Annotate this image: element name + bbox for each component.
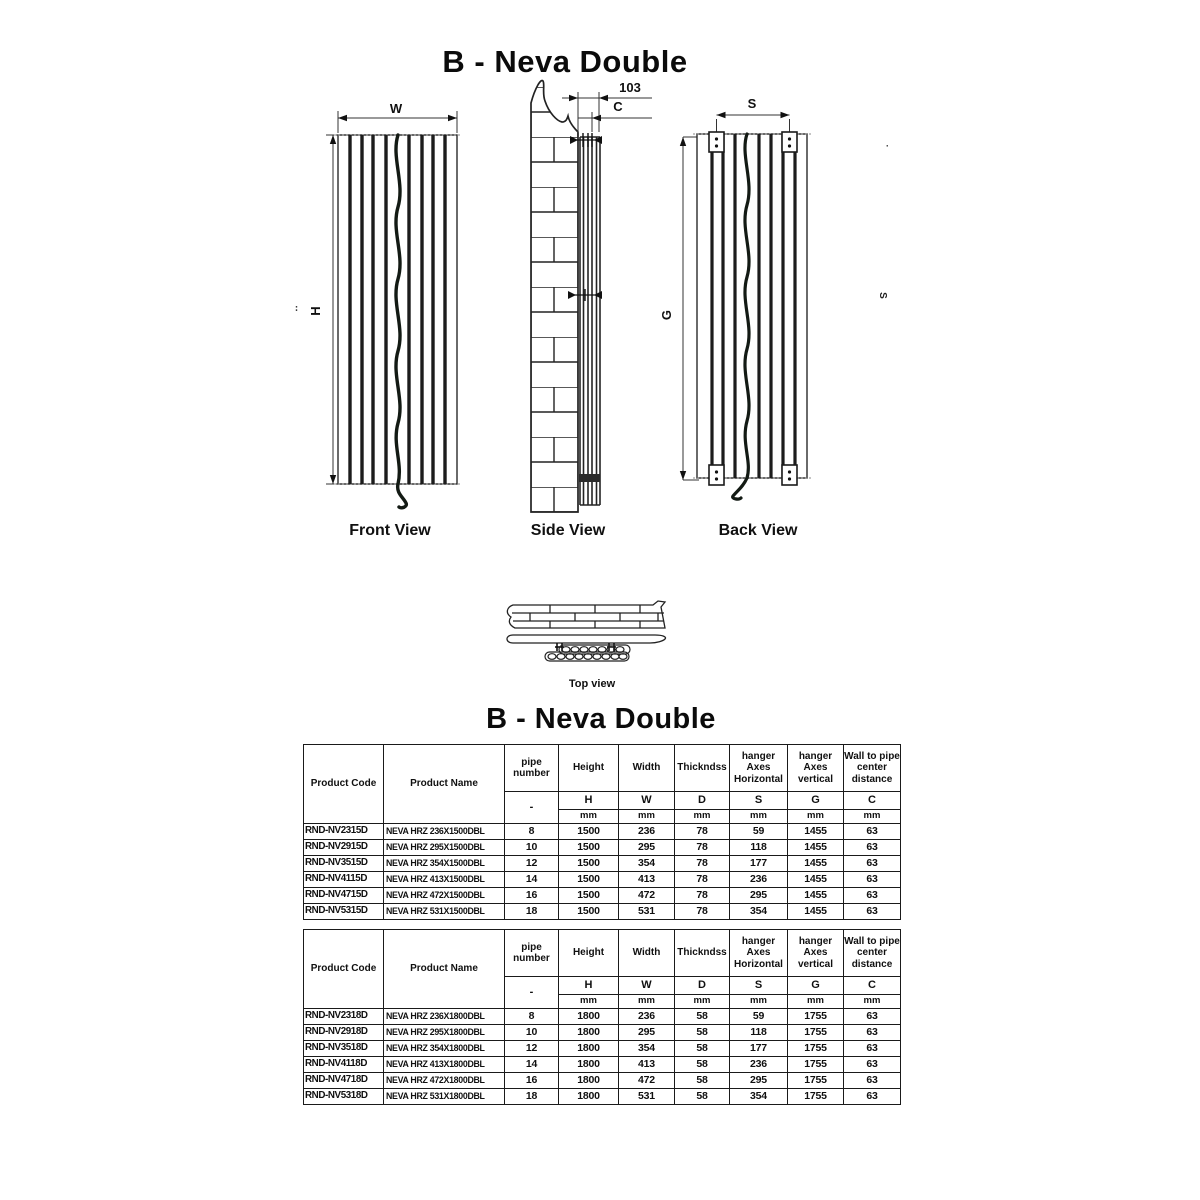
stray-dot-mark: · (886, 141, 889, 151)
wall-to-pipe-value: 63 (844, 1041, 901, 1057)
thickness-value: 58 (675, 1089, 730, 1105)
pipe-ovals-row-upper (559, 645, 630, 654)
width-value: 413 (619, 1057, 675, 1073)
side-view-label: Side View (530, 522, 606, 539)
hanger-vertical-value: 1755 (788, 1089, 844, 1105)
thickness-value: 78 (675, 856, 730, 872)
symbol-d: D (675, 792, 730, 810)
front-view-drawing (290, 95, 505, 520)
thickness-value: 58 (675, 1009, 730, 1025)
thickness-value: 58 (675, 1057, 730, 1073)
page-title: B - Neva Double (442, 44, 688, 79)
height-value: 1800 (559, 1089, 619, 1105)
thickness-value: 58 (675, 1041, 730, 1057)
col-header-pipe-number: pipe number (505, 745, 559, 792)
table-row (304, 1025, 901, 1041)
side-dim-c-label: C (613, 99, 623, 114)
symbol-d: D (675, 977, 730, 995)
product-code: RND-NV4718D (304, 1073, 384, 1089)
height-value: 1500 (559, 840, 619, 856)
hanger-horizontal-value: 177 (730, 1041, 788, 1057)
table-row (304, 904, 901, 920)
unit-mm: mm (619, 810, 675, 824)
unit-mm: mm (788, 810, 844, 824)
side-dim-103-label: 103 (619, 80, 641, 95)
unit-mm: mm (559, 810, 619, 824)
hanger-vertical-value: 1455 (788, 856, 844, 872)
pipe-number: 10 (505, 1025, 559, 1041)
radiator-profile-side (580, 137, 600, 505)
dim-103 (562, 92, 652, 133)
hanger-bracket (709, 465, 724, 485)
product-name: NEVA HRZ 354X1800DBL (384, 1041, 505, 1057)
product-code: RND-NV2915D (304, 840, 384, 856)
unit-mm: mm (675, 810, 730, 824)
tables-section-title: B - Neva Double (486, 703, 716, 735)
product-name: NEVA HRZ 354X1500DBL (384, 856, 505, 872)
table-row (304, 1073, 901, 1089)
wall-to-pipe-value: 63 (844, 1057, 901, 1073)
product-name: NEVA HRZ 413X1800DBL (384, 1057, 505, 1073)
thickness-value: 78 (675, 824, 730, 840)
width-value: 354 (619, 856, 675, 872)
symbol-h: H (559, 977, 619, 995)
height-value: 1800 (559, 1073, 619, 1089)
symbol-w: W (619, 792, 675, 810)
width-value: 531 (619, 904, 675, 920)
hanger-horizontal-value: 59 (730, 1009, 788, 1025)
hanger-horizontal-value: 295 (730, 1073, 788, 1089)
col-header-product-name: Product Name (384, 745, 505, 824)
col-header-hanger-horizontal: hanger Axes Horizontal (730, 930, 788, 977)
width-value: 295 (619, 1025, 675, 1041)
hanger-horizontal-value: 354 (730, 1089, 788, 1105)
wall-to-pipe-value: 63 (844, 1025, 901, 1041)
table-row (304, 1041, 901, 1057)
unit-mm: mm (730, 810, 788, 824)
product-name: NEVA HRZ 236X1500DBL (384, 824, 505, 840)
width-value: 236 (619, 824, 675, 840)
product-code: RND-NV5318D (304, 1089, 384, 1105)
symbol-g: G (788, 977, 844, 995)
hanger-vertical-value: 1455 (788, 840, 844, 856)
height-value: 1500 (559, 824, 619, 840)
back-dim-s-label: S (747, 96, 757, 111)
product-name: NEVA HRZ 531X1500DBL (384, 904, 505, 920)
hanger-horizontal-value: 118 (730, 840, 788, 856)
col-header-height: Height (559, 745, 619, 792)
thickness-value: 78 (675, 872, 730, 888)
table-row (304, 872, 901, 888)
table-row (304, 824, 901, 840)
wall-to-pipe-value: 63 (844, 856, 901, 872)
wall-to-pipe-value: 63 (844, 1073, 901, 1089)
hanger-bracket-bottom (579, 474, 600, 482)
pipe-number: 14 (505, 872, 559, 888)
thickness-value: 58 (675, 1073, 730, 1089)
hanger-horizontal-value: 236 (730, 872, 788, 888)
back-view-drawing (655, 95, 895, 520)
height-value: 1500 (559, 904, 619, 920)
col-header-hanger-horizontal: hanger Axes Horizontal (730, 745, 788, 792)
spec-table-1500 (303, 744, 901, 920)
product-code: RND-NV2315D (304, 824, 384, 840)
radiator-body-front (334, 135, 461, 508)
product-name: NEVA HRZ 295X1800DBL (384, 1025, 505, 1041)
pipe-number: 16 (505, 1073, 559, 1089)
product-code: RND-NV2918D (304, 1025, 384, 1041)
height-value: 1800 (559, 1009, 619, 1025)
product-code: RND-NV4118D (304, 1057, 384, 1073)
pipe-number: 12 (505, 1041, 559, 1057)
hanger-horizontal-value: 354 (730, 904, 788, 920)
front-height-label: H (308, 306, 323, 316)
back-view-label: Back View (718, 522, 798, 539)
width-value: 413 (619, 872, 675, 888)
pipe-ovals-row-lower (545, 652, 629, 661)
table-row (304, 888, 901, 904)
width-value: 531 (619, 1089, 675, 1105)
product-name: NEVA HRZ 413X1500DBL (384, 872, 505, 888)
col-header-hanger-vertical: hanger Axes vertical (788, 930, 844, 977)
height-value: 1500 (559, 872, 619, 888)
table-row (304, 840, 901, 856)
spec-table-1800 (303, 929, 901, 1105)
table-row (304, 1009, 901, 1025)
front-side-mark: ‥ (292, 305, 304, 312)
height-value: 1500 (559, 888, 619, 904)
hanger-vertical-value: 1455 (788, 824, 844, 840)
symbol-s: S (730, 792, 788, 810)
wall-to-pipe-value: 63 (844, 872, 901, 888)
product-code: RND-NV5315D (304, 904, 384, 920)
thickness-value: 78 (675, 888, 730, 904)
hanger-vertical-value: 1755 (788, 1041, 844, 1057)
hanger-horizontal-value: 59 (730, 824, 788, 840)
wall-to-pipe-value: 63 (844, 840, 901, 856)
product-name: NEVA HRZ 295X1500DBL (384, 840, 505, 856)
radiator-body-back (693, 134, 811, 499)
table-row (304, 1057, 901, 1073)
hanger-bracket (709, 132, 724, 152)
pipe-number: 8 (505, 1009, 559, 1025)
pipe-number: 18 (505, 1089, 559, 1105)
product-name: NEVA HRZ 472X1500DBL (384, 888, 505, 904)
hanger-horizontal-value: 295 (730, 888, 788, 904)
symbol-g: G (788, 792, 844, 810)
unit-mm: mm (559, 995, 619, 1009)
symbol-h: H (559, 792, 619, 810)
hanger-vertical-value: 1755 (788, 1025, 844, 1041)
hanger-vertical-value: 1755 (788, 1057, 844, 1073)
col-header-width: Width (619, 930, 675, 977)
hanger-horizontal-value: 236 (730, 1057, 788, 1073)
hanger-vertical-value: 1455 (788, 888, 844, 904)
product-code: RND-NV4115D (304, 872, 384, 888)
back-dim-g-label: G (659, 309, 674, 321)
wall-to-pipe-value: 63 (844, 904, 901, 920)
width-value: 472 (619, 1073, 675, 1089)
symbol-dash: - (505, 977, 559, 1009)
dim-s (717, 112, 790, 132)
pipe-number: 12 (505, 856, 559, 872)
front-view-label: Front View (349, 522, 431, 539)
pipe-number: 18 (505, 904, 559, 920)
product-code: RND-NV3515D (304, 856, 384, 872)
symbol-w: W (619, 977, 675, 995)
col-header-wall-to-pipe: Wall to pipe center distance (844, 745, 901, 792)
symbol-dash: - (505, 792, 559, 824)
col-header-thickness: Thickndss (675, 745, 730, 792)
col-header-product-name: Product Name (384, 930, 505, 1009)
height-value: 1500 (559, 856, 619, 872)
col-header-wall-to-pipe: Wall to pipe center distance (844, 930, 901, 977)
wall-to-pipe-value: 63 (844, 824, 901, 840)
width-value: 295 (619, 840, 675, 856)
symbol-c: C (844, 792, 901, 810)
dim-c (578, 112, 652, 132)
product-code: RND-NV4715D (304, 888, 384, 904)
col-header-product-code: Product Code (304, 745, 384, 824)
thickness-value: 78 (675, 840, 730, 856)
width-value: 472 (619, 888, 675, 904)
hanger-vertical-value: 1455 (788, 872, 844, 888)
pipe-number: 14 (505, 1057, 559, 1073)
hanger-horizontal-value: 118 (730, 1025, 788, 1041)
height-value: 1800 (559, 1041, 619, 1057)
product-code: RND-NV3518D (304, 1041, 384, 1057)
col-header-width: Width (619, 745, 675, 792)
stray-s-mark: S (876, 292, 888, 299)
hanger-vertical-value: 1455 (788, 904, 844, 920)
top-view-label: Top view (568, 678, 616, 690)
unit-mm: mm (844, 995, 901, 1009)
hanger-vertical-value: 1755 (788, 1073, 844, 1089)
brick-wall-top (507, 601, 665, 628)
col-header-hanger-vertical: hanger Axes vertical (788, 745, 844, 792)
symbol-s: S (730, 977, 788, 995)
hanger-bracket (782, 132, 797, 152)
thickness-value: 58 (675, 1025, 730, 1041)
col-header-product-code: Product Code (304, 930, 384, 1009)
product-name: NEVA HRZ 531X1800DBL (384, 1089, 505, 1105)
unit-mm: mm (619, 995, 675, 1009)
symbol-c: C (844, 977, 901, 995)
col-header-thickness: Thickndss (675, 930, 730, 977)
height-value: 1800 (559, 1057, 619, 1073)
thickness-value: 78 (675, 904, 730, 920)
pipe-number: 8 (505, 824, 559, 840)
col-header-height: Height (559, 930, 619, 977)
wall-to-pipe-value: 63 (844, 888, 901, 904)
product-code: RND-NV2318D (304, 1009, 384, 1025)
radiator-casing-top (507, 635, 666, 643)
wall-to-pipe-value: 63 (844, 1009, 901, 1025)
width-value: 354 (619, 1041, 675, 1057)
unit-mm: mm (675, 995, 730, 1009)
col-header-pipe-number: pipe number (505, 930, 559, 977)
hanger-horizontal-value: 177 (730, 856, 788, 872)
height-value: 1800 (559, 1025, 619, 1041)
product-name: NEVA HRZ 236X1800DBL (384, 1009, 505, 1025)
pipe-number: 10 (505, 840, 559, 856)
unit-mm: mm (844, 810, 901, 824)
hanger-vertical-value: 1755 (788, 1009, 844, 1025)
wall-to-pipe-value: 63 (844, 1089, 901, 1105)
unit-mm: mm (730, 995, 788, 1009)
width-value: 236 (619, 1009, 675, 1025)
hanger-bracket (782, 465, 797, 485)
table-row (304, 856, 901, 872)
table-row (304, 1089, 901, 1105)
unit-mm: mm (788, 995, 844, 1009)
front-width-label: W (389, 101, 403, 116)
pipe-number: 16 (505, 888, 559, 904)
product-name: NEVA HRZ 472X1800DBL (384, 1073, 505, 1089)
